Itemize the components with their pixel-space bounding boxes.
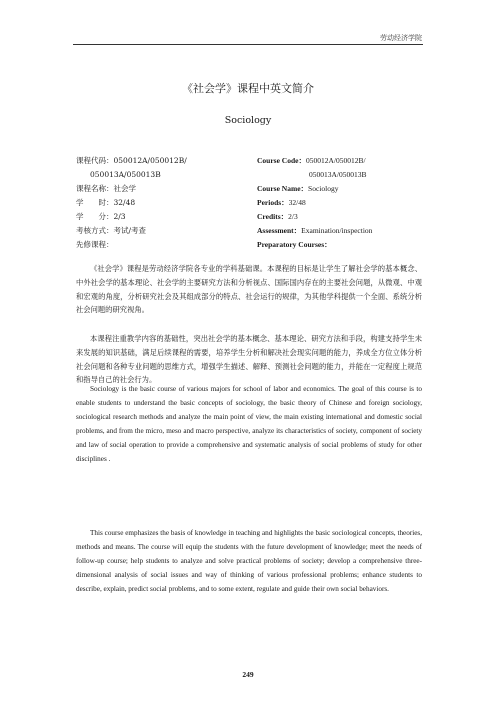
page-number: 249 [242,670,254,679]
course-code-row-en [257,154,427,168]
course-code-label-en: Course Code： [257,156,306,165]
course-assessment-label-en: Assessment： [257,226,302,235]
page-title-cn: 《社会学》课程中英文简介 [182,82,314,95]
course-credits-label-en: Credits： [257,212,289,221]
paragraph-en-1: Sociology is the basic course of various majors for school of labor and economics. The goal of this course is to enable students to understand the basic concepts of sociology, the basic theory of Chinese and foreign sociology, sociological research methods and analyze the main point of view, the main existing international and domestic social problems, and from the micro, meso and macro perspective, analyze its characteristics of society, component of society and law of social operation to provide a comprehensive and systematic analysis of social problems of study for other disciplines . [76,385,422,463]
course-code-label-cn: 课程代码： [76,156,114,165]
course-name-label-en: Course Name： [257,184,309,193]
course-prereq-en: Preparatory Courses： [257,240,332,249]
course-name-value-en: Sociology [308,184,339,193]
paragraph-cn-2: 本课程注重教学内容的基础性，突出社会学的基本概念、基本理论、研究方法和手段，构建支持学生未来发展的知识基础，满足后续课程的需要，培养学生分析和解决社会现实问题的能力，养成全方位立体分析社会问题和各种专业问题的思维方式，增强学生描述、解释、预测社会问题的能力，并能在一定程度上规范和指导自己的社会行为。 [76,334,422,385]
course-name-row-en [257,182,427,196]
page-title-en: Sociology [224,115,272,126]
course-code-value2-cn: 050013A/050013B [90,170,161,179]
course-info-cn [76,154,246,252]
course-code-row-cn [76,154,246,168]
course-assessment-cn: 考核方式：考试/考查 [76,226,147,235]
paragraph-en-2: This course emphasizes the basis of knowledge in teaching and highlights the basic sociological concepts, theories, methods and means. The course will equip the students with the future development of knowledge; meet the needs of follow-up course; help students to analyze and solve practical problems of society; develop a comprehensive three-dimensional analysis of social issues and way of thinking of various professional problems; enhance students to describe, explain, predict social problems, and to some extent, regulate and guide their own social behaviors. [76,529,422,593]
course-hours-cn: 学 时：32/48 [76,198,136,207]
paragraph-cn-1: 《社会学》课程是劳动经济学院各专业的学科基础课。本课程的目标是让学生了解社会学的基本概念、中外社会学的基本理论、社会学的主要研究方法和分析视点、国际国内存在的主要社会问题，从微观、中观和宏观的角度，分析研究社会及其组成部分的特点、社会运行的规律，为其他学科提供一个全面、系统分析社会问题的研究视角。 [76,264,422,315]
course-assessment-row-en [257,224,427,238]
course-code-value2-en: 050013A/050013B [309,170,367,179]
course-credits-row-en [257,210,427,224]
course-periods-label-en: Periods： [257,198,289,207]
course-assessment-value-en: Examination/inspection [301,226,373,235]
course-code-value-en: 050012A/050012B/ [305,156,366,165]
course-credits-value-en: 2/3 [288,212,298,221]
course-periods-row-en [257,196,427,210]
header-rule [73,44,423,45]
course-prereq-cn: 先修课程： [76,240,114,249]
course-credits-cn: 学 分：2/3 [76,212,126,221]
running-header: 劳动经济学院 [380,34,422,42]
course-periods-value-en: 32/48 [288,198,306,207]
course-name-cn: 课程名称：社会学 [76,184,136,193]
course-info-en [257,154,427,252]
course-code-value-cn: 050012A/050012B/ [113,156,187,165]
